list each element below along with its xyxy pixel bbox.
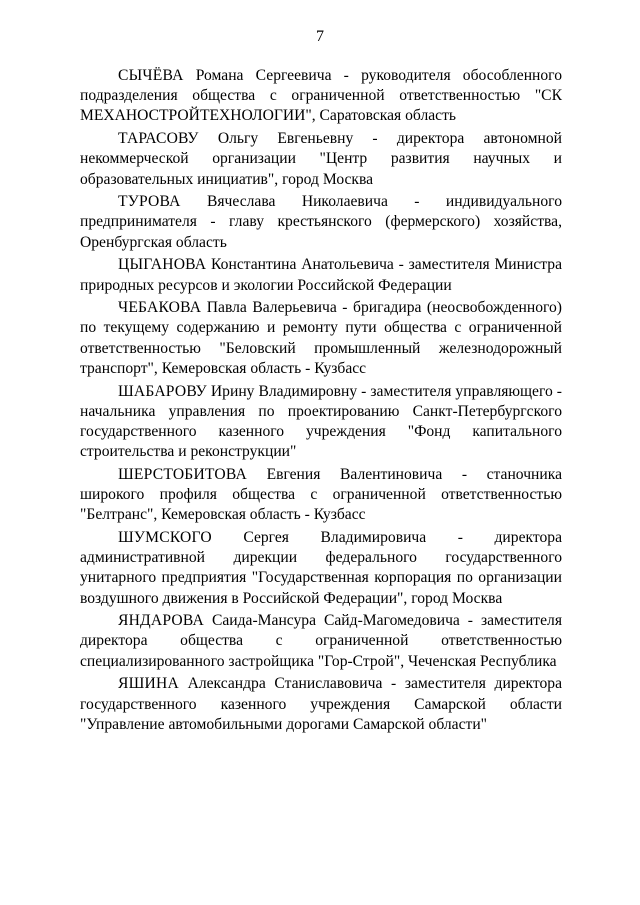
entry-tarasova (80, 129, 562, 190)
page-number: 7 (316, 28, 324, 45)
entry-surname: ТУРОВА (118, 193, 181, 211)
entry-surname: ЯШИНА (118, 675, 179, 693)
entry-text: Ольгу Евгеньевну - директора автономной некоммерческой организации "Центр развития научных и образовательных инициатив", город Москва (80, 130, 562, 188)
entry-text: Вячеслава Николаевича - индивидуального предпринимателя - главу крестьянского (фермерского) хозяйства, Оренбургская область (80, 193, 562, 251)
entry-shabarova (80, 382, 562, 463)
entry-chebakov (80, 298, 562, 379)
entry-surname: СЫЧЁВА (118, 67, 184, 84)
entry-surname: ШУМСКОГО (118, 528, 212, 546)
entry-surname: ЯНДАРОВА (118, 612, 204, 630)
entry-text: Ирину Владимировну - заместителя управляющего - начальника управления по проектированию Санкт-Петербургского государственного казенного учреждения "Фонд капитального строительства и реконструкции" (80, 382, 562, 461)
entry-text: Романа Сергеевича - руководителя обособленного подразделения общества с ограниченной ответственностью "СК МЕХАНОСТРОЙТЕХНОЛОГИИ", Саратовская область (80, 67, 562, 125)
entry-surname: ЦЫГАНОВА (118, 256, 207, 274)
entry-turov (80, 192, 562, 253)
entries-list (80, 66, 562, 738)
entry-yashin (80, 674, 562, 735)
entry-text: Евгения Валентиновича - станочника широкого профиля общества с ограниченной ответственностью "Белтранс", Кемеровская область - Кузбасс (80, 465, 562, 524)
entry-surname: ЧЕБАКОВА (118, 299, 202, 317)
entry-shumsky (80, 528, 562, 609)
entry-sycheva (80, 66, 562, 127)
entry-surname: ШАБАРОВУ (118, 382, 207, 400)
entry-text: Константина Анатольевича - заместителя Министра природных ресурсов и экологии Российской Федерации (80, 256, 562, 294)
entry-text: Сергея Владимировича - директора административной дирекции федерального государственного унитарного предприятия "Государственная корпорация по организации воздушного движения в Российской Федерации", город Москва (80, 528, 562, 607)
entry-text: Александра Станиславовича - заместителя директора государственного казенного учреждения Самарской области "Управление автомобильными дорогами Самарской области" (80, 675, 563, 733)
entry-sherstobitov (80, 465, 562, 526)
entry-tsyganov (80, 255, 562, 295)
entry-surname: ШЕРСТОБИТОВА (118, 465, 247, 483)
entry-surname: ТАРАСОВУ (118, 130, 199, 148)
entry-text: Саида-Мансура Сайд-Магомедовича - заместителя директора общества с ограниченной ответственностью специализированного застройщика "Гор-Строй", Чеченская Республика (80, 612, 562, 670)
entry-yandarov (80, 611, 562, 672)
entry-text: Павла Валерьевича - бригадира (неосвобожденного) по текущему содержанию и ремонту пути общества с ограниченной ответственностью "Беловский промышленный железнодорожный транспорт", Кемеровская область - Кузбасс (80, 299, 562, 377)
